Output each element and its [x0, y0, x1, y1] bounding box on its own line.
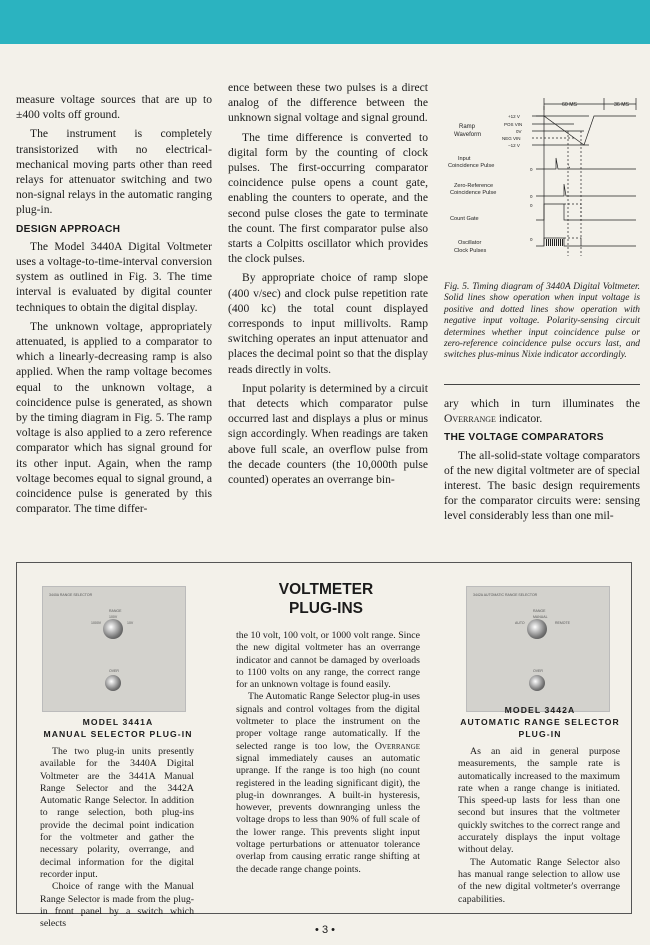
box-col3-p1: As an aid in general purpose measurements, the sample rate is automatically increased to the maximum rate when a range change is initiated. This speed-up lasts for less than one second but insures that the voltmeter quickly switches to the correct range and accurately displays the input voltage without delay.: [458, 746, 620, 856]
col1-paragraph-2: The instrument is completely transistorized with no electrical-mechanical moving parts other than reed relays for attenuator switching and two non-signal relays in the automatic ranging plug-in.: [16, 127, 212, 217]
panel-b-range: RANGE: [533, 609, 546, 613]
col3-p1-part-a: ary which in turn illuminates the: [444, 397, 640, 410]
panel-b-name: 3442A AUTOMATIC RANGE SELECTOR: [473, 593, 538, 597]
dim-label-60ms: 60 MS: [562, 102, 577, 108]
box-column-1: [40, 746, 194, 930]
zr-label-1: Zero-Reference: [454, 183, 494, 189]
panel-a-100v: 100V: [109, 615, 118, 619]
timing-diagram: [444, 86, 640, 282]
level-label-neg-vin: NEG VIN: [502, 136, 521, 141]
level-label-plus12: +12 V: [508, 114, 520, 119]
model-3442a-number: MODEL 3442A: [504, 705, 576, 715]
col2-paragraph-4: Input polarity is determined by a circuit that detects which comparator pulse occurred last and displays a plus or minus sign accordingly. When readings are taken above full scale, an overflow pulse from the decade counters (the 10,000th pulse counted) operates an overrange bin-: [228, 381, 428, 487]
column-1: [16, 92, 212, 520]
box-col3-p2: The Automatic Range Selector also has manual range selection to allow use of the new digital voltmeter's overrange capabilities.: [458, 856, 620, 905]
zero-mark-4: 0: [530, 237, 533, 242]
plugin-3441a-photo: [42, 586, 186, 712]
count-gate-label: Count Gate: [450, 216, 479, 222]
plugin-3442a-photo: [466, 586, 610, 712]
icp-label-1: Input: [458, 156, 471, 162]
panel-a-range: RANGE: [109, 609, 122, 613]
col2-paragraph-3: By appropriate choice of ramp slope (400 v/sec) and clock pulse repetition rate (400 kc) the total count displayed corresponds to input millivolts. Ramp switching operates an input attenuator and places the decimal point so that the display reads directly in volts.: [228, 271, 428, 376]
ramp-label-1: Ramp: [459, 124, 476, 130]
panel-a-name: 3440A RANGE SELECTOR: [49, 593, 93, 597]
box-col2-p2-c: signal immediately causes an automatic uprange. If the range is too high (no count registered in the leading significant digit), the plug-in downranges. A built-in hysteresis, however, prevents downranging unless the voltage drops to less than 90% of full scale of the lower range. This prevents slight input voltage perturbations or attenuator tolerance overlap from causing erratic range shifting at the decade range change points.: [236, 752, 420, 875]
col1-paragraph-3: The Model 3440A Digital Voltmeter uses a voltage-to-time-interval conversion system as outlined in Fig. 3. The time interval is evaluated by digital counter techniques to obtain the digital display.: [16, 239, 212, 314]
zr-label-2: Coincidence Pulse: [450, 190, 497, 196]
column-2: [228, 80, 428, 491]
dim-label-36ms: 36 MS: [614, 102, 629, 108]
zero-mark-1: 0: [530, 167, 533, 172]
level-label-minus12: −12 V: [508, 143, 520, 148]
top-color-band: [0, 0, 650, 44]
overrange-lamp-b: [529, 675, 545, 691]
box-col1-p1: The two plug-in units presently available for the 3440A Digital Voltmeter are the 3441A Manual Range Selector and the 3442A Automatic Range Selector. In addition to range selection, both plug-ins provide the decimal point indication for the voltmeter and gather the necessary polarity, overrange, and decimal information for the digital recorder input.: [40, 746, 194, 880]
overrange-lamp: [105, 675, 121, 691]
box-column-3: [458, 746, 620, 906]
panel-b-manual: MANUAL: [533, 615, 548, 619]
zero-mark-3: 0: [530, 203, 533, 208]
col1-paragraph-1: measure voltage sources that are up to ±400 volts off ground.: [16, 93, 212, 122]
section-heading-design-approach: DESIGN APPROACH: [16, 223, 121, 235]
icp-label-2: Coincidence Pulse: [448, 163, 495, 169]
zero-mark-2: 0: [530, 194, 533, 199]
panel-a-10v: 10V: [127, 621, 134, 625]
column-3: [444, 396, 640, 528]
box-title-line-1: VOLTMETER: [278, 581, 374, 598]
panel-a-lamp: OVER: [109, 669, 119, 673]
timing-diagram-figure: [444, 86, 640, 282]
osc-label-1: Oscillator: [458, 240, 482, 246]
level-label-pos-vin: POS VIN: [504, 122, 523, 127]
box-column-2: [236, 630, 420, 876]
col2-paragraph-1: ence between these two pulses is a direct analog of the difference between the unknown signal voltage and signal ground.: [228, 81, 428, 125]
box-overrange-term: Overrange: [374, 740, 420, 752]
box-col2-p1: the 10 volt, 100 volt, or 1000 volt range. Since the new digital voltmeter has an overrange indicator and cannot be damaged by overloads to 1100 volts on any range, the correct range for an unknown voltage is found easily.: [236, 630, 420, 691]
panel-a-1000v: 1000V: [91, 621, 102, 625]
panel-b-lamp: OVER: [533, 669, 543, 673]
panel-b-remote: REMOTE: [555, 621, 570, 625]
box-col1-p2: Choice of range with the Manual Range Selector is made from the plug-in front panel by a switch which selects: [40, 881, 194, 930]
box-col2-p2-a: The Automatic Range Selector plug-in uses signals and control voltages from the digital voltmeter to place the instrument on the proper voltage range automatically. If the selected range is too low, the: [236, 691, 420, 752]
osc-label-2: Clock Pulses: [454, 248, 487, 254]
model-3441a-caption: [42, 716, 194, 740]
box-col2-p2: [236, 691, 420, 875]
col3-paragraph-2: The all-solid-state voltage comparators of the new digital voltmeter are of special interest. The basic design requirements for the comparator circuits were: sensing level considerably less than one mil-: [444, 448, 640, 523]
model-3441a-number: MODEL 3441A: [82, 717, 154, 727]
level-label-0v: 0V: [516, 129, 522, 134]
figure-rule: [444, 384, 640, 385]
box-title: [226, 580, 426, 618]
ramp-label-2: Waveform: [454, 132, 482, 138]
page-number: • 3 •: [315, 924, 335, 936]
col3-paragraph-1: [444, 396, 640, 426]
model-3441a-title: MANUAL SELECTOR PLUG-IN: [43, 729, 193, 739]
figure-caption: Fig. 5. Timing diagram of 3440A Digital Voltmeter. Solid lines show operation when input voltage is positive and dotted lines show operation with negative input voltage. Polarity-sensing circuit determines whether input coincidence pulse or zero-reference coincidence pulse occurs last, and switches plus-minus Nixie indicator accordingly.: [444, 282, 640, 361]
model-3442a-title: AUTOMATIC RANGE SELECTOR PLUG-IN: [460, 717, 620, 739]
model-3442a-caption: [460, 704, 620, 740]
box-title-line-2: PLUG-INS: [288, 600, 364, 617]
section-heading-voltage-comparators: THE VOLTAGE COMPARATORS: [444, 432, 604, 444]
panel-b-auto: AUTO: [515, 621, 525, 625]
col1-paragraph-4: The unknown voltage, appropriately attenuated, is applied to a comparator to which a linearly-decreasing ramp is also applied. When the ramp voltage becomes equal to the unknown voltage, a coincidence pulse is generated, as shown by the timing diagram in Fig. 5. The ramp voltage is also applied to a zero reference comparator which has signal ground for its other input. Again, when the ramp voltage becomes equal to signal ground, a coincidence pulse is generated by this comparator. The time differ-: [16, 319, 212, 516]
col2-paragraph-2: The time difference is converted to digital form by the counting of clock pulses. The first-occurring comparator coincidence pulse opens a count gate, enabling the counters to operate, and the second pulse closes the gate to terminate the count. The first comparator pulse also starts a Colpitts oscillator which provides the clock pulses.: [228, 130, 428, 266]
auto-range-knob: [527, 619, 547, 639]
overrange-term: Overrange: [444, 412, 496, 426]
range-knob: [103, 619, 123, 639]
col3-p1-part-c: indicator.: [495, 412, 543, 426]
